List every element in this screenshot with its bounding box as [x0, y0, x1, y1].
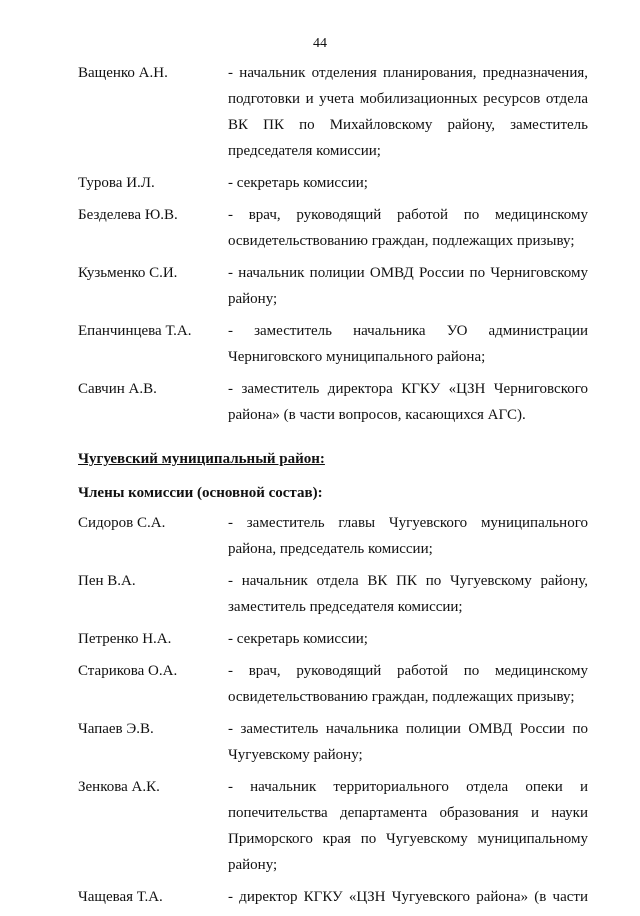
- member-name: Савчин А.В.: [78, 381, 157, 397]
- member-role: - заместитель главы Чугуевского муниципального района, председатель комиссии;: [228, 515, 588, 557]
- member-name: Безделева Ю.В.: [78, 207, 178, 223]
- member-entry: [78, 260, 588, 312]
- member-role: - начальник отделения планирования, предназначения, подготовки и учета мобилизационных ресурсов отдела ВК ПК по Михайловскому району, заместитель председателя комиссии;: [228, 65, 588, 159]
- member-entry: [78, 202, 588, 254]
- member-role: - начальник отдела ВК ПК по Чугуевскому району, заместитель председателя комиссии;: [228, 573, 588, 615]
- member-entry: [78, 60, 588, 164]
- member-name: Чащевая Т.А.: [78, 889, 163, 905]
- member-entry: [78, 170, 588, 196]
- member-role: - секретарь комиссии;: [228, 175, 368, 191]
- member-name: Петренко Н.А.: [78, 631, 172, 647]
- member-name: Епанчинцева Т.А.: [78, 323, 192, 339]
- member-role: - заместитель директора КГКУ «ЦЗН Черниговского района» (в части вопросов, касающихся АГС).: [228, 381, 588, 423]
- member-name: Зенкова А.К.: [78, 779, 160, 795]
- member-name: Турова И.Л.: [78, 175, 155, 191]
- member-entry: [78, 716, 588, 768]
- member-role: - врач, руководящий работой по медицинскому освидетельствованию граждан, подлежащих призыву;: [228, 207, 588, 249]
- member-role: - заместитель начальника полиции ОМВД России по Чугуевскому району;: [228, 721, 588, 763]
- member-role: - врач, руководящий работой по медицинскому освидетельствованию граждан, подлежащих призыву;: [228, 663, 588, 705]
- document-body: [78, 60, 588, 916]
- member-role: - заместитель начальника УО администрации Черниговского муниципального района;: [228, 323, 588, 365]
- member-role: - начальник территориального отдела опеки и попечительства департамента образования и науки Приморского края по Чугуевскому муниципальному району;: [228, 779, 588, 873]
- member-name: Ващенко А.Н.: [78, 65, 168, 81]
- member-name: Кузьменко С.И.: [78, 265, 178, 281]
- member-entry: [78, 626, 588, 652]
- member-entry: [78, 658, 588, 710]
- member-entry: [78, 318, 588, 370]
- district-heading: Чугуевский муниципальный район:: [78, 451, 325, 467]
- page-number: 44: [313, 36, 327, 51]
- member-entry: [78, 884, 588, 910]
- member-entry: [78, 376, 588, 428]
- member-name: Чапаев Э.В.: [78, 721, 154, 737]
- member-entry: [78, 510, 588, 562]
- member-entry: [78, 774, 588, 878]
- member-role: - секретарь комиссии;: [228, 631, 368, 647]
- member-name: Старикова О.А.: [78, 663, 178, 679]
- member-name: Сидоров С.А.: [78, 515, 166, 531]
- member-role: - директор КГКУ «ЦЗН Чугуевского района» (в части: [228, 889, 588, 905]
- member-entry: [78, 568, 588, 620]
- member-role: - начальник полиции ОМВД России по Черниговскому району;: [228, 265, 588, 307]
- members-subheading: Члены комиссии (основной состав):: [78, 485, 323, 501]
- member-name: Пен В.А.: [78, 573, 136, 589]
